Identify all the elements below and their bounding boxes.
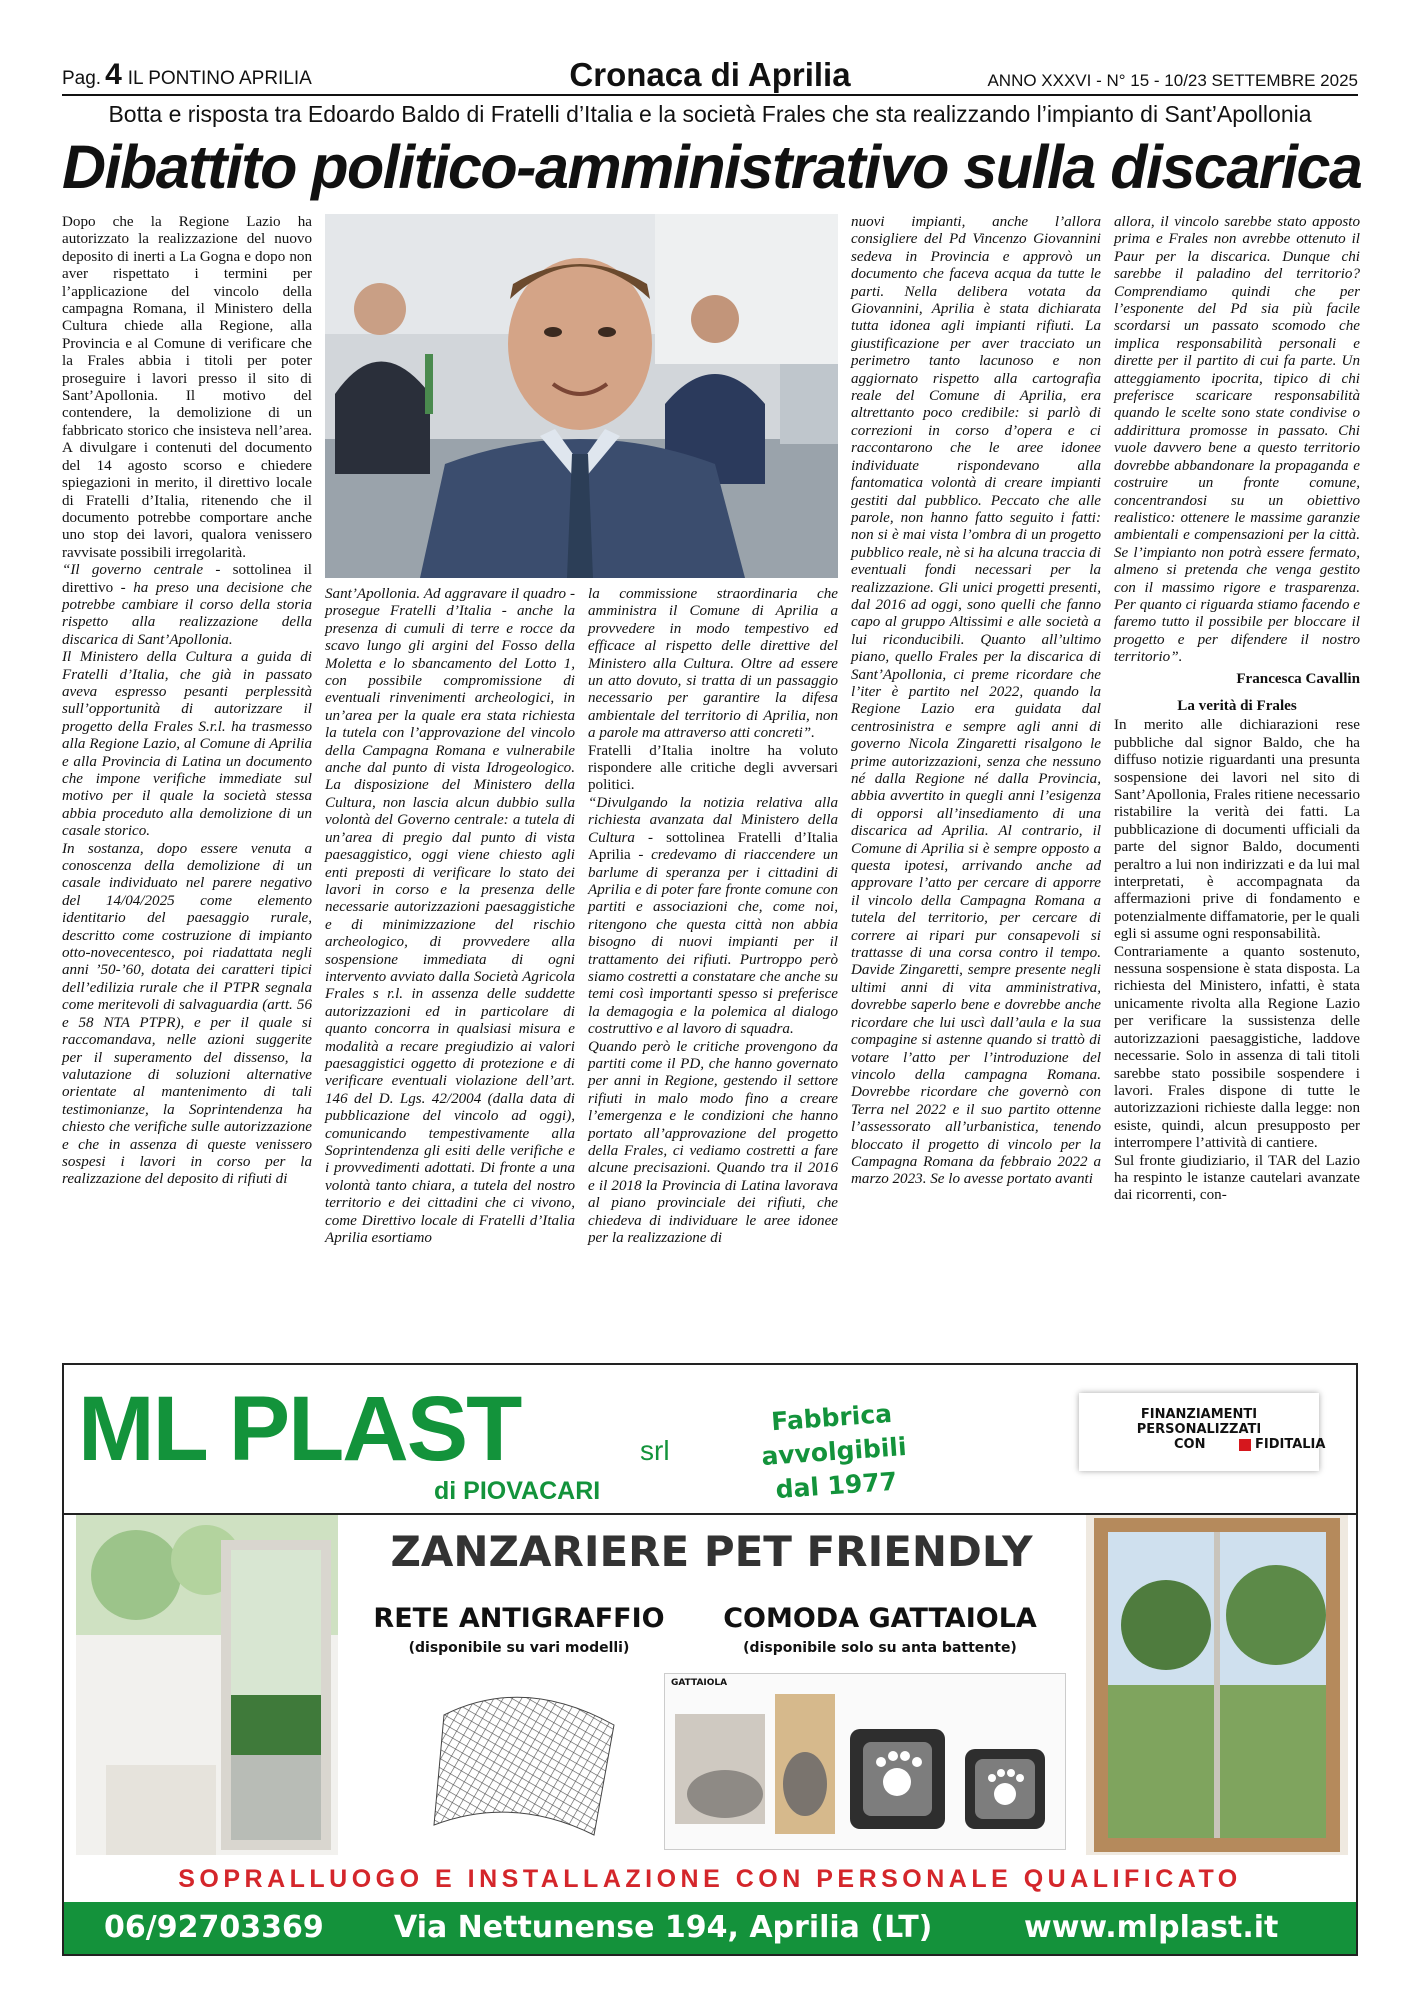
article-column-1 [62,214,312,1189]
mesh-net-image [424,1675,624,1845]
paragraph: In merito alle dichiarazioni rese pubbliche dal signor Baldo, che ha diffuso notizie riguardanti una presunta sospensione dei lavori nel sito di Sant’Apollonia, Frales ritiene necessario ristabilire la verità dei fatti. La pubblicazione di documenti ufficiali da parte del signor Baldo, documenti peraltro a lui non indirizzati e da lui mal interpretati, è accompagnata da affermazioni prive di fondamento e potenzialmente diffamatorie, per le quali egli si assume ogni responsabilità. [1114,717,1360,943]
article-photo [325,214,838,578]
page-label: Pag. [62,68,102,89]
paragraph: nuovi impianti, anche l’allora consigliere del Pd Vincenzo Giovannini sedeva in Provincia e approvò un documento che faceva acqua da tutte le parti. Nella delibera votata da Giovannini, Aprilia è stata dichiarata tutta idonea agli impianti rifiuti. La giustificazione per aver tracciato un perimetro tanto lacunoso e non aggiornato rispetto alla cartografia reale del Comune di Aprilia, era altrettanto poco credibile: si parlò di correzioni in corso d’opera e ci raccontarono che le aree idonee individuate rispondevano alla fantomatica volontà di creare impianti gestiti dal pubblico. Peccato che alle parole, non hanno fatto seguito i fatti: non si è mai vista l’ombra di un progetto pubblico reale, nè si ha alcuna traccia di eventuali fondi necessari per la realizzazione. Gli unici progetti presenti, dal 2016 ad oggi, sono quelli che fanno capo al gruppo Altissimi e alle società a lui riconducibili. Quanto all’ultimo piano, quello Frales per la discarica di Sant’Apollonia, ci preme ricordare che l’iter è partito nel 2022, quando la Regione Lazio era guidata dal centrosinistra e sempre agli anni di governo Nicola Zingaretti risalgono le prime autorizzazioni, senza che nessuno né dalla Regione né dalla Provincia, abbia avvertito in quegli anni l’esigenza di opporsi all’insediamento di una discarica ad Aprilia. Al contrario, il Comune di Aprilia si è sempre opposto a questa ipotesi, arrivando anche ad approvare l’atto per cercare di apporre il vincolo della Campagna Romana a tutela del territorio, per cercare di correre ai ripari pur consapevoli si trattasse di una corsa contro il tempo. Davide Zingaretti, sempre presente negli ultimi anni di vita amministrativa, dovrebbe saperlo bene e dovrebbe anche ricordare che lui uscì dall’aula e la sua compagine si astenne quando si trattò di votare l’atto per l’introduzione del vincolo della campagna Romana. Dovrebbe ricordare che governò con Terra nel 2022 e il suo partito ottenne l’assessorato all’urbanistica, tenendo bloccato il progetto di vincolo per la Campagna Romana da febbraio 2022 a marzo 2023. Se lo avesse portato avanti [851,214,1101,1188]
paper-name: IL PONTINO APRILIA [127,68,312,89]
window-screen-image [1086,1515,1348,1855]
paragraph: Contrariamente a quanto sostenuto, nessuna sospensione è stata disposta. La richiesta del Ministero, infatti, è stata unicamente rivolta alla Regione Lazio per verificare la sussistenza delle autorizzazioni paesaggistiche, laddove necessarie. Solo in assenza di tali titoli sarebbe stato possibile sospendere i lavori. Frales dispone di tutte le autorizzazioni richieste dalla legge: non esiste, quindi, alcun presupposto per interrompere l’attività di cantiere. [1114,943,1360,1152]
paragraph: Fratelli d’Italia inoltre ha voluto rispondere alle critiche degli avversari politici. [588,742,838,794]
gattaiola-image: GATTAIOLA [664,1673,1066,1850]
paragraph: Dopo che la Regione Lazio ha autorizzato la realizzazione del nuovo deposito di inerti a La Gogna e dopo non aver rispettato i termini per l’applicazione del vincolo della campagna Romana, il Ministero della Cultura chiede alla Regione, alla Provincia e al Comune di verificare che la Frales abbia i titoli per poter proseguire i lavori presso il sito di Sant’Apollonia. Il motivo del contendere, la demolizione di un fabbricato storico che insisteva nell’area. A divulgare i contenuti del documento del 14 agosto scorso e chiedere spiegazioni in merito, il direttivo locale di Fratelli d’Italia, ritenendo che il documento potrebbe comportare anche uno stop dei lavori, qualora venissero ravvisate possibili irregolarità. [62,214,312,561]
paragraph: la commissione straordinaria che amministra il Comune di Aprilia a provvedere in modo tempestivo ed efficace al rispetto delle direttive del Ministero alla Cultura. Oltre ad essere un atto dovuto, si tratta di un passaggio necessario per garantire la difesa ambientale del territorio di Aprilia, non a parole ma attraverso atti concreti”. [588,586,838,742]
brand-logo-subtitle: di PIOVACARI [434,1477,601,1505]
ad-phone[interactable]: 06/92703369 [104,1910,324,1945]
sliding-door-image [76,1515,338,1855]
ad-body [64,1515,1356,1855]
article-column-5 [1114,214,1360,1205]
section-title: Cronaca di Aprilia [569,56,851,93]
author-byline: Francesca Cavallin [1236,670,1360,687]
brand-logo-srl: srl [640,1435,670,1466]
financing-box: FINANZIAMENTI PERSONALIZZATI CON FIDITALIA [1079,1393,1319,1471]
paragraph: Sul fronte giudiziario, il TAR del Lazio ha respinto le istanze cautelari avanzate dai ricorrenti, con- [1114,1152,1360,1204]
feature-rete: RETE ANTIGRAFFIO (disponibile su vari modelli) [373,1603,665,1656]
ad-service-strip: SOPRALLUOGO E INSTALLAZIONE CON PERSONALE QUALIFICATO [178,1865,1242,1893]
paragraph: “Divulgando la notizia relativa alla richiesta avanzata dal Ministero della Cultura - sottolinea Fratelli d’Italia Aprilia - credevamo di riaccendere un barlume di speranza per i cittadini di Aprilia e di poter fare fronte comune con partiti e associazioni che, come noi, ritengono che questa città non abbia bisogno di nuovi impianti per il trattamento dei rifiuti. Purtroppo però siamo costretti a constatare che anche su temi così importanti spesso si preferisce la demagogia e la polemica al dialogo costruttivo e al lavoro di squadra. [588,794,839,1038]
paragraph: Il Ministero della Cultura a guida di Fratelli d’Italia, che già in passato aveva espresso pesanti perplessità sull’opportunità di autorizzare il progetto della Frales S.r.l. ha trasmesso alla Regione Lazio, al Comune di Aprilia e alla Provincia di Latina un documento che impone verifiche immediate sul motivo per il quale la società stessa abbia proceduto alla demolizione di un casale storico. [62,649,312,840]
ad-tagline: Fabbrica avvolgibili dal 1977 [760,1398,908,1505]
article-headline: Dibattito politico-amministrativo sulla discarica [62,133,1362,201]
feature-gattaiola: COMODA GATTAIOLA (disponibile solo su anta battente) [723,1603,1037,1656]
paragraph: allora, il vincolo sarebbe stato apposto prima e Frales non avrebbe ottenuto il Paur per la discarica. Dunque chi sarebbe il paladino del territorio? Comprendiamo quindi che per l’esponente del Pd sia più facile scordarsi un passato scomodo che implica responsabilità personali e dirette per il partito di cui fa parte. Un atteggiamento ipocrita, tipico di chi preferisce scaricare responsabilità quando le scelte sono state condivise o addirittura promosse in passato. Chi vuole davvero bene a questo territorio dovrebbe abbandonare la propaganda e costruire un fronte comune, concentrandosi su un obiettivo realistico: ottenere le massime garanzie ambientali e compensazioni per la città. Se l’impianto non potrà essere fermato, almeno si pretenda che venga gestito con il massimo rigore e trasparenza. Per quanto ci riguarda stiamo facendo e faremo tutto il possibile per bloccare il progetto e per difendere il nostro territorio”. [1114,214,1360,666]
ad-address: Via Nettunense 194, Aprilia (LT) [394,1910,933,1945]
masthead [62,58,1358,96]
ad-title: ZANZARIERE PET FRIENDLY [390,1527,1033,1576]
paragraph: Quando però le critiche provengono da partiti come il PD, che hanno governato per anni in Regione, gestendo il settore rifiuti in malo modo fino a creare l’emergenza e le condizioni che hanno portato all’approvazione del progetto della Frales, ci vediamo costretti a fare alcune precisazioni. Quando tra il 2016 e il 2018 la Provincia di Latina lavorava al piano provinciale dei rifiuti, che chiedeva di individuare le aree idonee per la realizzazione di [588,1038,838,1247]
ad-header [64,1365,1356,1515]
paragraph: “Il governo centrale - sottolinea il direttivo - ha preso una decisione che potrebbe cambiare il corso della storia rispetto alla realizzazione della discarica di Sant’Apollonia. [62,562,312,648]
subheading: La verità di Frales [1177,697,1297,714]
fiditalia-logo-icon [1239,1439,1251,1451]
page-number: 4 [105,58,122,91]
brand-logo: ML PLAST [78,1378,521,1480]
gattaiola-illustration [665,1674,1065,1849]
article-column-4 [851,214,1101,1189]
paragraph: In sostanza, dopo essere venuta a conoscenza della demolizione di un casale individuato nel parere negativo del 14/04/2025 come elemento identitario del paesaggio rurale, descritto come costruzione di impianto otto-novecentesco, poi riadattata negli anni ’50-’60, dotata dei caratteri tipici dell’edilizia rurale che il PTPR segnala come meritevoli di salvaguardia (artt. 56 e 58 NTA PTPR), e per il quale si raccomandava, nelle azioni suggerite per il superamento del dissenso, la valutazione di soluzioni alternative orientate al mantenimento di tali testimonianze, la Soprintendenza ha chiesto che verifiche sulle autorizzazione e che in assenza di queste venissero sospesi i lavori in corso per la realizzazione del deposito di rifiuti di [62,840,312,1188]
fiditalia-logo: FIDITALIA [1239,1437,1325,1452]
article-column-2 [325,586,575,1247]
article-column-3 [588,586,838,1247]
portrait-photo-image [325,214,838,578]
issue-info: ANNO XXXVI - N° 15 - 10/23 SETTEMBRE 2025 [987,71,1358,90]
ad-website-link[interactable]: www.mlplast.it [1024,1910,1279,1945]
paragraph: Sant’Apollonia. Ad aggravare il quadro - prosegue Fratelli d’Italia - anche la presenza di cumuli di terre e rocce da scavo lungo gli argini del Fosso della Moletta e lo sbancamento del Lotto 1, con possibile compromissione di eventuali rinvenimenti archeologici, in un’area per la quale era stata richiesta la tutela con l’approvazione del vincolo della Campagna Romana e vulnerabile anche dal punto di vista Idrogeologico. La disposizione del Ministero della Cultura, non lascia alcun dubbio sulla volontà del Governo centrale: a tutela di un’area di pregio dal punto di vista paesaggistico, oggi viene chiesto agli enti preposti di verificare lo stato dei lavori in corso e la presenza delle necessarie autorizzazioni paesaggistiche e di minimizzazione del rischio archeologico, di provvedere alla sospensione immediata di ogni intervento avviato dalla Società Agricola Frales s r.l. in assenza delle suddette autorizzazioni ed in particolare di quanto concorra in qualsiasi misura e modalità a recare pregiudizio ai valori paesaggistici oggetto di protezione e di verificare eventuali violazione dell’art. 146 del D. Lgs. 42/2004 (dalla data di pubblicazione del vincolo ad oggi), comunicando tempestivamente alla Soprintendenza gli esiti delle verifiche e i provvedimenti adottati. Di fronte a una volontà tanto chiara, a tutela del nostro territorio e dei cittadini che ci vivono, come Direttivo locale di Fratelli d’Italia Aprilia esortiamo [325,586,575,1247]
advertisement [62,1363,1358,1956]
ad-contact-bar [64,1902,1356,1954]
article-kicker: Botta e risposta tra Edoardo Baldo di Fratelli d’Italia e la società Frales che sta realizzando l’impianto di Sant’Apollonia [108,101,1312,127]
